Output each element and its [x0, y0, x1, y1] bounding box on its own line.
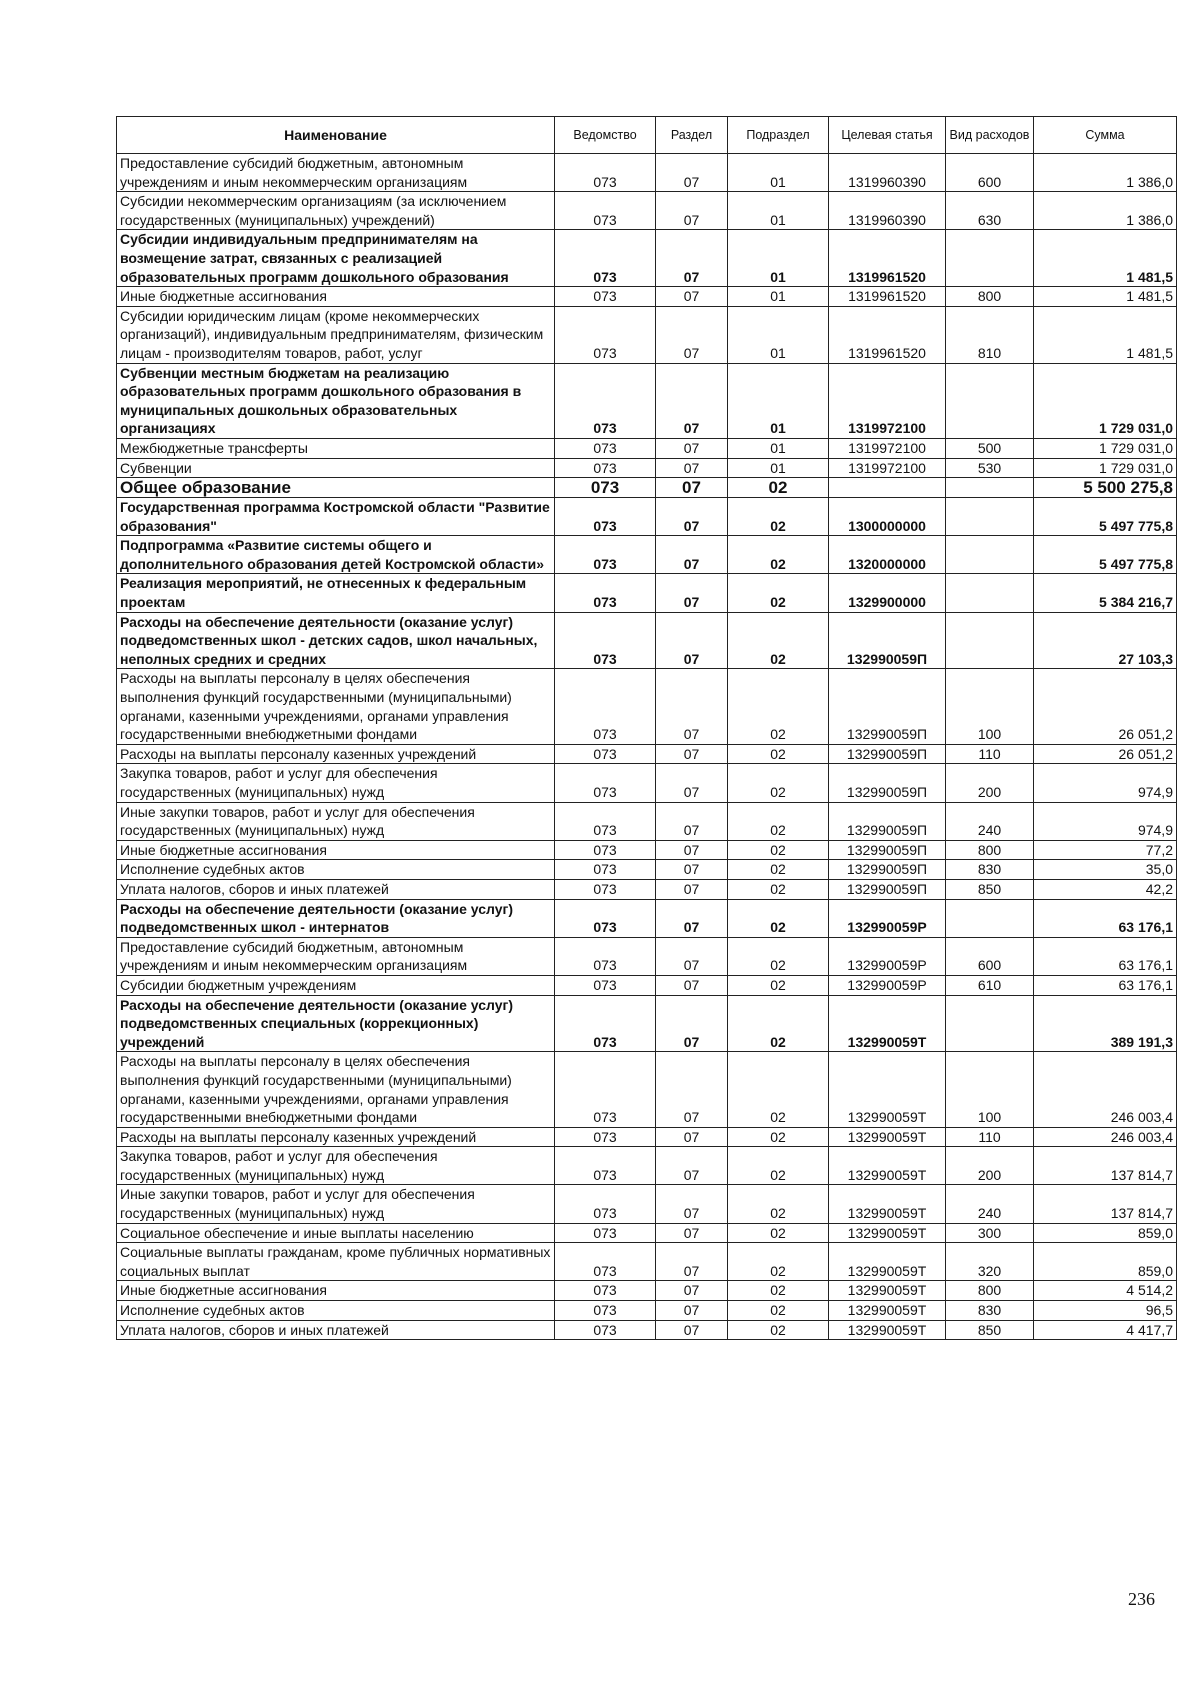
cell-name: Иные закупки товаров, работ и услуг для обеспечения государственных (муниципальных) нужд — [117, 802, 555, 840]
cell-dept: 073 — [555, 438, 656, 458]
cell-sum: 974,9 — [1034, 802, 1177, 840]
cell-dept: 073 — [555, 1127, 656, 1147]
cell-expense-type — [946, 478, 1034, 498]
cell-sum: 63 176,1 — [1034, 899, 1177, 937]
cell-dept: 073 — [555, 1185, 656, 1223]
table-row — [117, 438, 1177, 458]
cell-name: Общее образование — [117, 478, 555, 498]
cell-section: 07 — [656, 438, 728, 458]
header-subsection: Подраздел — [728, 117, 829, 154]
cell-name: Иные бюджетные ассигнования — [117, 840, 555, 860]
cell-article: 132990059П — [829, 764, 946, 802]
cell-sum: 859,0 — [1034, 1243, 1177, 1281]
cell-subsection: 02 — [728, 975, 829, 995]
cell-subsection: 02 — [728, 536, 829, 574]
cell-subsection: 02 — [728, 1052, 829, 1127]
cell-dept: 073 — [555, 458, 656, 478]
cell-section: 07 — [656, 860, 728, 880]
cell-dept: 073 — [555, 478, 656, 498]
cell-dept: 073 — [555, 154, 656, 192]
cell-expense-type: 500 — [946, 438, 1034, 458]
cell-sum: 42,2 — [1034, 879, 1177, 899]
cell-name: Субсидии некоммерческим организациям (за исключением государственных (муниципальных) учреждений) — [117, 192, 555, 230]
cell-sum: 1 729 031,0 — [1034, 438, 1177, 458]
cell-section: 07 — [656, 995, 728, 1052]
cell-sum: 1 386,0 — [1034, 192, 1177, 230]
cell-sum: 96,5 — [1034, 1301, 1177, 1321]
table-row — [117, 669, 1177, 744]
cell-dept: 073 — [555, 498, 656, 536]
cell-name: Субвенции местным бюджетам на реализацию образовательных программ дошкольного образования в муниципальных дошкольных образовательных организациях — [117, 363, 555, 438]
cell-name: Предоставление субсидий бюджетным, автономным учреждениям и иным некоммерческим организациям — [117, 937, 555, 975]
header-sum: Сумма — [1034, 117, 1177, 154]
cell-name: Расходы на обеспечение деятельности (оказание услуг) подведомственных школ - интернатов — [117, 899, 555, 937]
cell-dept: 073 — [555, 802, 656, 840]
cell-subsection: 02 — [728, 1127, 829, 1147]
cell-sum: 1 481,5 — [1034, 230, 1177, 287]
cell-sum: 63 176,1 — [1034, 975, 1177, 995]
cell-name: Субсидии юридическим лицам (кроме некоммерческих организаций), индивидуальным предпринимателям, физическим лицам - производителям товаров, работ, услуг — [117, 306, 555, 363]
cell-section: 07 — [656, 899, 728, 937]
cell-expense-type: 600 — [946, 154, 1034, 192]
cell-expense-type: 200 — [946, 1147, 1034, 1185]
table-body — [117, 154, 1177, 1340]
cell-expense-type — [946, 230, 1034, 287]
cell-dept: 073 — [555, 287, 656, 307]
cell-article: 1319961520 — [829, 306, 946, 363]
cell-article: 1319972100 — [829, 363, 946, 438]
cell-section: 07 — [656, 802, 728, 840]
header-expense-type: Вид расходов — [946, 117, 1034, 154]
cell-name: Уплата налогов, сборов и иных платежей — [117, 879, 555, 899]
cell-article: 1319960390 — [829, 154, 946, 192]
cell-expense-type — [946, 574, 1034, 612]
cell-name: Субсидии индивидуальным предпринимателям на возмещение затрат, связанных с реализацией образовательных программ дошкольного образования — [117, 230, 555, 287]
cell-name: Иные бюджетные ассигнования — [117, 287, 555, 307]
cell-subsection: 02 — [728, 612, 829, 669]
cell-dept: 073 — [555, 574, 656, 612]
cell-section: 07 — [656, 154, 728, 192]
cell-article: 132990059Т — [829, 1052, 946, 1127]
table-row — [117, 612, 1177, 669]
table-row — [117, 1281, 1177, 1301]
cell-dept: 073 — [555, 764, 656, 802]
cell-dept: 073 — [555, 879, 656, 899]
cell-section: 07 — [656, 574, 728, 612]
table-row — [117, 458, 1177, 478]
cell-article: 1300000000 — [829, 498, 946, 536]
cell-article: 132990059П — [829, 802, 946, 840]
cell-section: 07 — [656, 1223, 728, 1243]
cell-expense-type — [946, 498, 1034, 536]
header-article: Целевая статья — [829, 117, 946, 154]
cell-dept: 073 — [555, 995, 656, 1052]
cell-sum: 5 497 775,8 — [1034, 498, 1177, 536]
cell-sum: 5 384 216,7 — [1034, 574, 1177, 612]
cell-article: 132990059Т — [829, 1301, 946, 1321]
table-row — [117, 536, 1177, 574]
cell-article: 132990059Т — [829, 1127, 946, 1147]
cell-subsection: 01 — [728, 287, 829, 307]
cell-section: 07 — [656, 306, 728, 363]
cell-section: 07 — [656, 879, 728, 899]
cell-name: Расходы на выплаты персоналу в целях обеспечения выполнения функций государственными (муниципальными) органами, казенными учреждениями, органами управления государственными внебюджетными фондами — [117, 669, 555, 744]
cell-subsection: 01 — [728, 438, 829, 458]
cell-section: 07 — [656, 764, 728, 802]
cell-article: 132990059Р — [829, 937, 946, 975]
cell-name: Исполнение судебных актов — [117, 860, 555, 880]
cell-dept: 073 — [555, 1243, 656, 1281]
cell-article: 1319961520 — [829, 287, 946, 307]
cell-dept: 073 — [555, 840, 656, 860]
cell-name: Межбюджетные трансферты — [117, 438, 555, 458]
cell-sum: 77,2 — [1034, 840, 1177, 860]
cell-article: 1319961520 — [829, 230, 946, 287]
cell-article: 1319972100 — [829, 438, 946, 458]
table-row — [117, 363, 1177, 438]
cell-sum: 26 051,2 — [1034, 669, 1177, 744]
cell-dept: 073 — [555, 669, 656, 744]
cell-article: 132990059П — [829, 744, 946, 764]
cell-dept: 073 — [555, 230, 656, 287]
table-row — [117, 287, 1177, 307]
cell-expense-type: 610 — [946, 975, 1034, 995]
cell-subsection: 02 — [728, 744, 829, 764]
cell-section: 07 — [656, 1185, 728, 1223]
cell-dept: 073 — [555, 306, 656, 363]
cell-sum: 246 003,4 — [1034, 1052, 1177, 1127]
cell-expense-type: 810 — [946, 306, 1034, 363]
cell-expense-type: 850 — [946, 879, 1034, 899]
cell-subsection: 02 — [728, 995, 829, 1052]
cell-section: 07 — [656, 287, 728, 307]
cell-dept: 073 — [555, 975, 656, 995]
page-number: 236 — [1128, 1589, 1155, 1609]
cell-section: 07 — [656, 478, 728, 498]
header-dept: Ведомство — [555, 117, 656, 154]
cell-section: 07 — [656, 363, 728, 438]
cell-article: 132990059Р — [829, 975, 946, 995]
table-row — [117, 860, 1177, 880]
cell-subsection: 01 — [728, 230, 829, 287]
cell-name: Субвенции — [117, 458, 555, 478]
cell-dept: 073 — [555, 1223, 656, 1243]
cell-dept: 073 — [555, 1147, 656, 1185]
cell-sum: 5 497 775,8 — [1034, 536, 1177, 574]
cell-sum: 389 191,3 — [1034, 995, 1177, 1052]
cell-name: Субсидии бюджетным учреждениям — [117, 975, 555, 995]
cell-expense-type: 830 — [946, 860, 1034, 880]
cell-name: Исполнение судебных актов — [117, 1301, 555, 1321]
cell-name: Закупка товаров, работ и услуг для обеспечения государственных (муниципальных) нужд — [117, 764, 555, 802]
cell-expense-type: 320 — [946, 1243, 1034, 1281]
cell-section: 07 — [656, 669, 728, 744]
cell-expense-type: 240 — [946, 1185, 1034, 1223]
cell-article: 132990059П — [829, 669, 946, 744]
cell-subsection: 02 — [728, 840, 829, 860]
cell-expense-type — [946, 536, 1034, 574]
cell-section: 07 — [656, 1281, 728, 1301]
cell-article: 132990059Т — [829, 1243, 946, 1281]
cell-section: 07 — [656, 230, 728, 287]
cell-article: 132990059П — [829, 860, 946, 880]
cell-section: 07 — [656, 498, 728, 536]
cell-name: Предоставление субсидий бюджетным, автономным учреждениям и иным некоммерческим организациям — [117, 154, 555, 192]
cell-section: 07 — [656, 975, 728, 995]
cell-sum: 1 729 031,0 — [1034, 363, 1177, 438]
cell-subsection: 02 — [728, 478, 829, 498]
cell-subsection: 02 — [728, 1301, 829, 1321]
table-header-row — [117, 117, 1177, 154]
cell-subsection: 02 — [728, 937, 829, 975]
cell-subsection: 02 — [728, 669, 829, 744]
cell-subsection: 01 — [728, 192, 829, 230]
budget-table — [116, 116, 1177, 1340]
table-row — [117, 840, 1177, 860]
cell-sum: 859,0 — [1034, 1223, 1177, 1243]
cell-expense-type: 300 — [946, 1223, 1034, 1243]
cell-section: 07 — [656, 1243, 728, 1281]
table-row — [117, 975, 1177, 995]
cell-name: Иные бюджетные ассигнования — [117, 1281, 555, 1301]
table-row — [117, 1127, 1177, 1147]
table-row — [117, 1320, 1177, 1340]
cell-dept: 073 — [555, 1301, 656, 1321]
cell-expense-type — [946, 612, 1034, 669]
cell-sum: 137 814,7 — [1034, 1147, 1177, 1185]
cell-article: 132990059П — [829, 879, 946, 899]
cell-name: Социальные выплаты гражданам, кроме публичных нормативных социальных выплат — [117, 1243, 555, 1281]
cell-name: Расходы на обеспечение деятельности (оказание услуг) подведомственных школ - детских садов, школ начальных, неполных средних и средних — [117, 612, 555, 669]
cell-dept: 073 — [555, 937, 656, 975]
cell-sum: 5 500 275,8 — [1034, 478, 1177, 498]
cell-sum: 974,9 — [1034, 764, 1177, 802]
cell-article: 132990059Т — [829, 1281, 946, 1301]
cell-expense-type — [946, 363, 1034, 438]
budget-table-container — [116, 116, 1176, 1340]
cell-dept: 073 — [555, 1281, 656, 1301]
cell-subsection: 02 — [728, 1320, 829, 1340]
cell-expense-type — [946, 995, 1034, 1052]
cell-name: Государственная программа Костромской области "Развитие образования" — [117, 498, 555, 536]
cell-article: 132990059Т — [829, 1185, 946, 1223]
cell-subsection: 01 — [728, 154, 829, 192]
cell-dept: 073 — [555, 744, 656, 764]
cell-section: 07 — [656, 937, 728, 975]
cell-dept: 073 — [555, 1052, 656, 1127]
cell-section: 07 — [656, 1301, 728, 1321]
cell-subsection: 01 — [728, 458, 829, 478]
cell-article: 1320000000 — [829, 536, 946, 574]
cell-name: Иные закупки товаров, работ и услуг для обеспечения государственных (муниципальных) нужд — [117, 1185, 555, 1223]
cell-name: Расходы на выплаты персоналу казенных учреждений — [117, 744, 555, 764]
cell-expense-type: 110 — [946, 744, 1034, 764]
cell-subsection: 02 — [728, 899, 829, 937]
cell-subsection: 02 — [728, 574, 829, 612]
cell-expense-type: 100 — [946, 1052, 1034, 1127]
cell-expense-type: 630 — [946, 192, 1034, 230]
cell-article: 132990059Т — [829, 1147, 946, 1185]
cell-section: 07 — [656, 1127, 728, 1147]
cell-expense-type: 800 — [946, 1281, 1034, 1301]
cell-expense-type — [946, 899, 1034, 937]
cell-subsection: 02 — [728, 498, 829, 536]
cell-sum: 4 514,2 — [1034, 1281, 1177, 1301]
table-row — [117, 1052, 1177, 1127]
cell-subsection: 02 — [728, 764, 829, 802]
cell-subsection: 02 — [728, 802, 829, 840]
cell-subsection: 02 — [728, 1281, 829, 1301]
cell-section: 07 — [656, 458, 728, 478]
cell-article: 132990059Р — [829, 899, 946, 937]
cell-subsection: 02 — [728, 1223, 829, 1243]
cell-expense-type: 110 — [946, 1127, 1034, 1147]
table-row — [117, 154, 1177, 192]
cell-section: 07 — [656, 612, 728, 669]
cell-subsection: 02 — [728, 1185, 829, 1223]
cell-sum: 137 814,7 — [1034, 1185, 1177, 1223]
cell-expense-type: 530 — [946, 458, 1034, 478]
table-row — [117, 574, 1177, 612]
table-row — [117, 192, 1177, 230]
cell-expense-type: 600 — [946, 937, 1034, 975]
cell-dept: 073 — [555, 899, 656, 937]
cell-subsection: 02 — [728, 1147, 829, 1185]
table-row — [117, 1147, 1177, 1185]
header-section: Раздел — [656, 117, 728, 154]
cell-sum: 63 176,1 — [1034, 937, 1177, 975]
cell-name: Расходы на обеспечение деятельности (оказание услуг) подведомственных специальных (коррекционных) учреждений — [117, 995, 555, 1052]
cell-dept: 073 — [555, 192, 656, 230]
cell-sum: 35,0 — [1034, 860, 1177, 880]
cell-dept: 073 — [555, 860, 656, 880]
cell-article: 132990059Т — [829, 1223, 946, 1243]
cell-article: 1329900000 — [829, 574, 946, 612]
cell-subsection: 02 — [728, 860, 829, 880]
cell-article: 132990059Т — [829, 1320, 946, 1340]
cell-subsection: 02 — [728, 879, 829, 899]
cell-sum: 1 729 031,0 — [1034, 458, 1177, 478]
cell-article: 1319960390 — [829, 192, 946, 230]
cell-subsection: 01 — [728, 363, 829, 438]
cell-sum: 246 003,4 — [1034, 1127, 1177, 1147]
cell-expense-type: 100 — [946, 669, 1034, 744]
cell-dept: 073 — [555, 612, 656, 669]
table-row — [117, 230, 1177, 287]
cell-name: Расходы на выплаты персоналу казенных учреждений — [117, 1127, 555, 1147]
table-row — [117, 802, 1177, 840]
cell-name: Социальное обеспечение и иные выплаты населению — [117, 1223, 555, 1243]
cell-article — [829, 478, 946, 498]
cell-section: 07 — [656, 1320, 728, 1340]
cell-section: 07 — [656, 1052, 728, 1127]
table-row — [117, 1223, 1177, 1243]
cell-sum: 27 103,3 — [1034, 612, 1177, 669]
cell-section: 07 — [656, 536, 728, 574]
cell-expense-type: 800 — [946, 287, 1034, 307]
cell-article: 132990059П — [829, 840, 946, 860]
cell-dept: 073 — [555, 536, 656, 574]
cell-section: 07 — [656, 744, 728, 764]
table-row — [117, 937, 1177, 975]
cell-dept: 073 — [555, 1320, 656, 1340]
table-row — [117, 478, 1177, 498]
cell-name: Расходы на выплаты персоналу в целях обеспечения выполнения функций государственными (муниципальными) органами, казенными учреждениями, органами управления государственными внебюджетными фондами — [117, 1052, 555, 1127]
cell-expense-type: 200 — [946, 764, 1034, 802]
cell-name: Реализация мероприятий, не отнесенных к федеральным проектам — [117, 574, 555, 612]
cell-name: Закупка товаров, работ и услуг для обеспечения государственных (муниципальных) нужд — [117, 1147, 555, 1185]
cell-article: 132990059П — [829, 612, 946, 669]
cell-sum: 1 481,5 — [1034, 306, 1177, 363]
cell-section: 07 — [656, 840, 728, 860]
cell-subsection: 01 — [728, 306, 829, 363]
cell-name: Уплата налогов, сборов и иных платежей — [117, 1320, 555, 1340]
cell-name: Подпрограмма «Развитие системы общего и дополнительного образования детей Костромской области» — [117, 536, 555, 574]
table-row — [117, 764, 1177, 802]
header-name: Наименование — [117, 117, 555, 154]
cell-sum: 26 051,2 — [1034, 744, 1177, 764]
cell-sum: 1 481,5 — [1034, 287, 1177, 307]
cell-section: 07 — [656, 1147, 728, 1185]
cell-expense-type: 240 — [946, 802, 1034, 840]
cell-dept: 073 — [555, 363, 656, 438]
cell-subsection: 02 — [728, 1243, 829, 1281]
cell-section: 07 — [656, 192, 728, 230]
table-row — [117, 879, 1177, 899]
table-row — [117, 744, 1177, 764]
cell-sum: 4 417,7 — [1034, 1320, 1177, 1340]
cell-expense-type: 800 — [946, 840, 1034, 860]
cell-expense-type: 830 — [946, 1301, 1034, 1321]
table-row — [117, 306, 1177, 363]
table-row — [117, 1185, 1177, 1223]
table-row — [117, 1301, 1177, 1321]
table-row — [117, 899, 1177, 937]
table-row — [117, 1243, 1177, 1281]
cell-sum: 1 386,0 — [1034, 154, 1177, 192]
cell-expense-type: 850 — [946, 1320, 1034, 1340]
table-row — [117, 995, 1177, 1052]
cell-article: 132990059Т — [829, 995, 946, 1052]
table-row — [117, 498, 1177, 536]
cell-article: 1319972100 — [829, 458, 946, 478]
